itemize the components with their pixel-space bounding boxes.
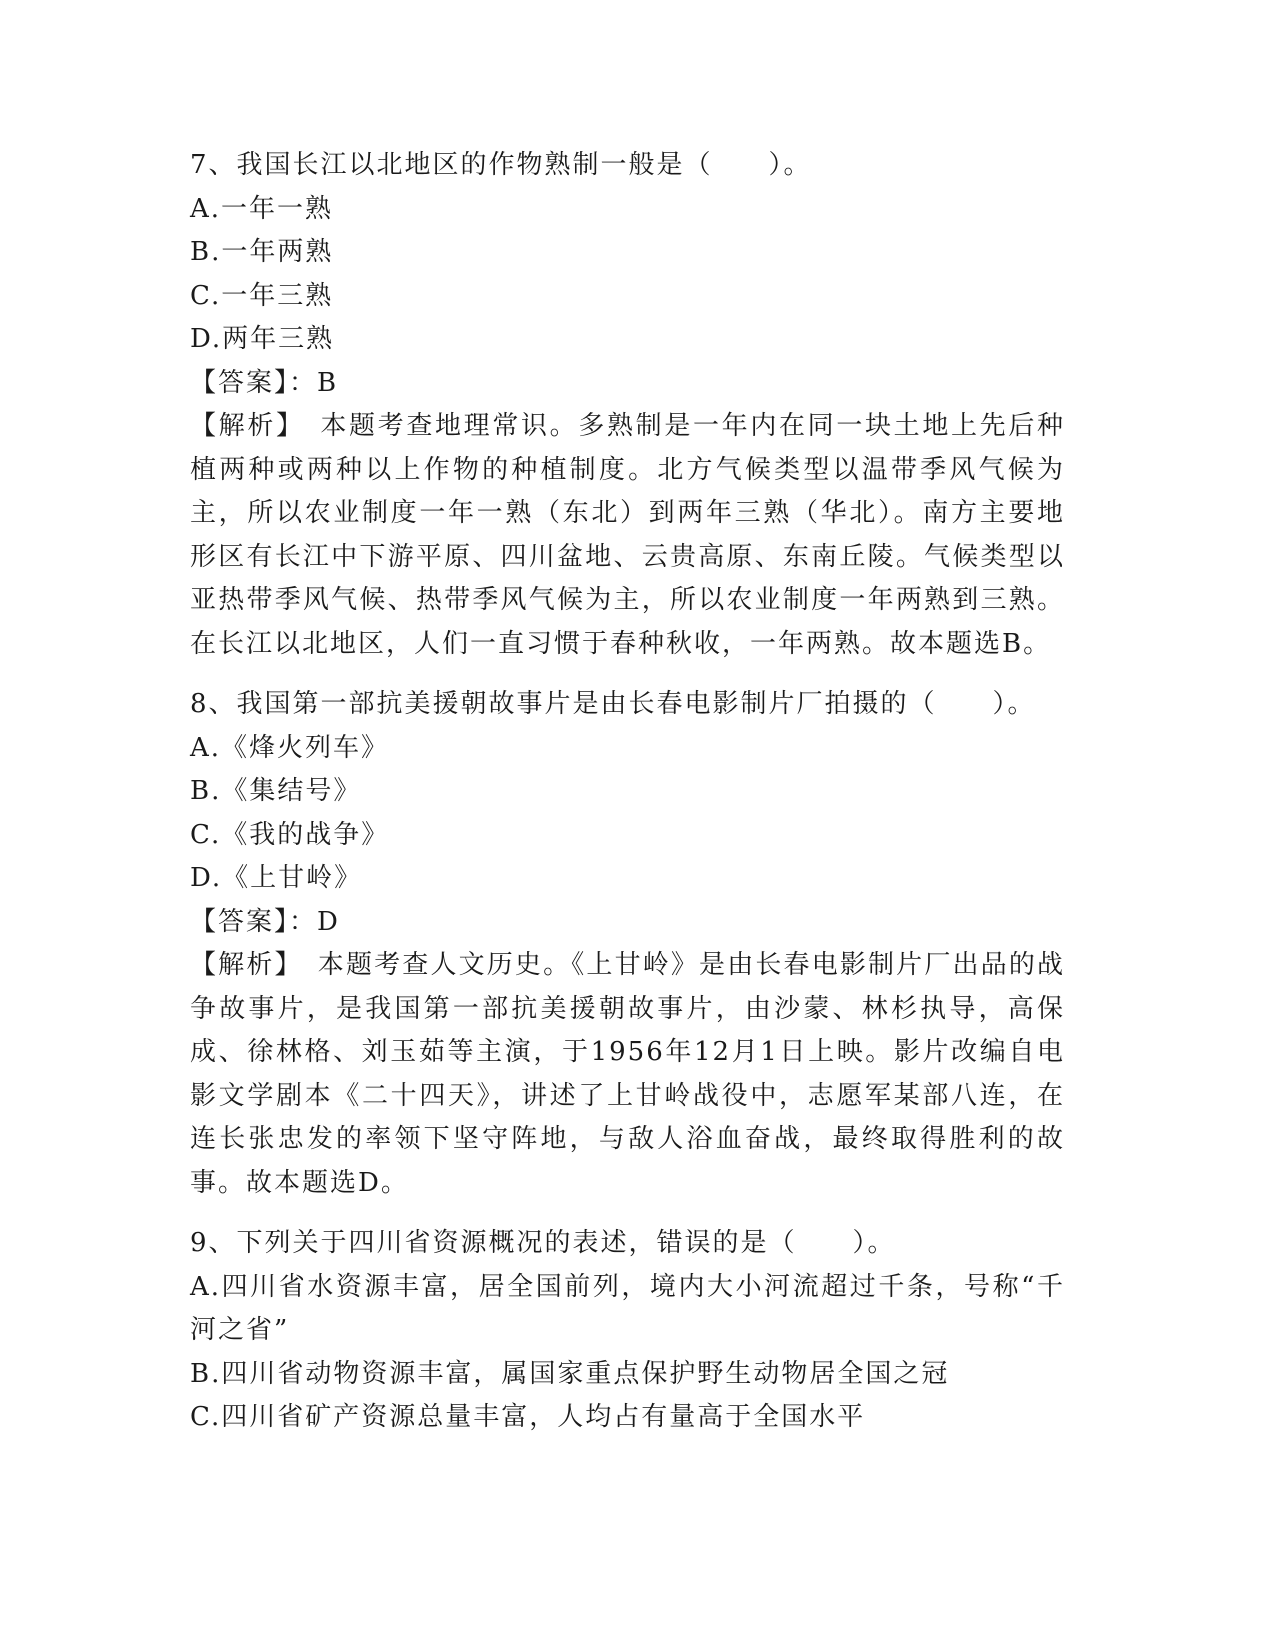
question-stem: 7、我国长江以北地区的作物熟制一般是（ ）。: [190, 150, 812, 180]
option-b: B.一年两熟: [190, 237, 334, 267]
spacer: [190, 666, 1065, 683]
option-c: C.一年三熟: [190, 280, 334, 311]
option-c: C.四川省矿产资源总量丰富，人均占有量高于全国水平: [190, 1402, 866, 1432]
option-d: D.两年三熟: [190, 324, 335, 354]
question-8: [190, 683, 1065, 1205]
option-d: D.《上甘岭》: [190, 863, 363, 893]
option-b: B.四川省动物资源丰富，属国家重点保护野生动物居全国之冠: [190, 1358, 950, 1389]
question-7: [190, 144, 1065, 666]
analysis: 【解析】 本题考查人文历史。《上甘岭》是由长春电影制片厂出品的战争故事片，是我国第一部抗美援朝故事片，由沙蒙、林杉执导，高保成、徐林格、刘玉茹等主演，于1956年12月1日上映。影片改编自电影文学剧本《二十四天》，讲述了上甘岭战役中，志愿军某部八连，在连长张忠发的率领下坚守阵地，与敌人浴血奋战，最终取得胜利的故事。故本题选D。: [190, 950, 1065, 1198]
question-stem: 9、下列关于四川省资源概况的表述，错误的是（ ）。: [190, 1228, 896, 1258]
answer: 【答案】：D: [190, 906, 340, 937]
option-a: A.四川省水资源丰富，居全国前列，境内大小河流超过千条，号称“千河之省”: [190, 1271, 1065, 1345]
option-a: A.一年一熟: [190, 193, 334, 224]
question-stem: 8、我国第一部抗美援朝故事片是由长春电影制片厂拍摄的（ ）。: [190, 689, 1036, 719]
question-list: [190, 144, 1065, 1440]
answer: 【答案】：B: [190, 367, 339, 398]
option-a: A.《烽火列车》: [190, 732, 390, 763]
spacer: [190, 1205, 1065, 1222]
analysis: 【解析】 本题考查地理常识。多熟制是一年内在同一块土地上先后种植两种或两种以上作物的种植制度。北方气候类型以温带季风气候为主，所以农业制度一年一熟（东北）到两年三熟（华北）。南方主要地形区有长江中下游平原、四川盆地、云贵高原、东南丘陵。气候类型以亚热带季风气候、热带季风气候为主，所以农业制度一年两熟到三熟。在长江以北地区，人们一直习惯于春种秋收，一年两熟。故本题选B。: [190, 411, 1065, 659]
option-c: C.《我的战争》: [190, 819, 390, 850]
option-b: B.《集结号》: [190, 776, 362, 806]
question-9: [190, 1222, 1065, 1440]
